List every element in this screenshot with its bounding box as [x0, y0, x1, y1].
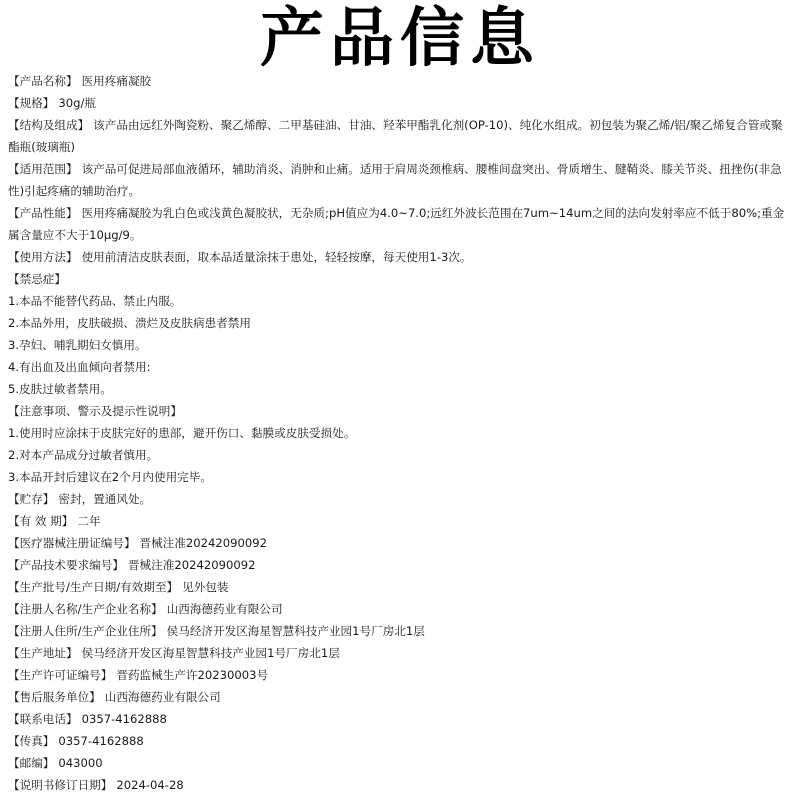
field-value: 该产品可促进局部血液循环，辅助消炎、消肿和止痛。适用于肩周炎颈椎病、腰椎间盘突出、骨质增生、腱鞘炎、膝关节炎、扭挫伤(非急性)引起疼痛的辅助治疗。 [8, 162, 782, 198]
field-key: 【邮编】 [8, 756, 55, 770]
field-after-sales [8, 686, 794, 708]
field-value: 晋械注准20242090092 [139, 536, 268, 550]
field-key: 【注册人名称/生产企业名称】 [8, 602, 163, 616]
field-key: 【产品技术要求编号】 [8, 558, 124, 572]
field-key: 【有 效 期】 [8, 514, 74, 528]
field-value: 该产品由远红外陶瓷粉、聚乙烯醇、二甲基硅油、甘油、羟苯甲酯乳化剂(OP-10)、纯化水组成。初包装为聚乙烯/铝/聚乙烯复合管或聚酯瓶(玻璃瓶) [8, 118, 783, 154]
field-validity [8, 510, 794, 532]
field-key: 【说明书修订日期】 [8, 778, 113, 792]
contraindication-item: 4.有出血及出血倾向者禁用: [8, 360, 151, 374]
field-value: 2024-04-28 [116, 778, 184, 792]
field-key: 【售后服务单位】 [8, 690, 101, 704]
caution-item: 3.本品开封后建议在2个月内使用完毕。 [8, 470, 212, 484]
field-scope [8, 158, 794, 202]
field-revision-date [8, 774, 794, 796]
field-value: 晋药监械生产许20230003号 [116, 668, 269, 682]
field-value: 侯马经济开发区海星智慧科技产业园1号厂房北1层 [81, 646, 340, 660]
field-usage [8, 246, 794, 268]
contraindication-item: 5.皮肤过敏者禁用。 [8, 382, 112, 396]
field-value: 密封，置通风处。 [58, 492, 152, 506]
field-key: 【医疗器械注册证编号】 [8, 536, 136, 550]
field-performance [8, 202, 794, 246]
field-production-address [8, 642, 794, 664]
field-value: 0357-4162888 [58, 734, 144, 748]
caution-item: 1.使用时应涂抹于皮肤完好的患部，避开伤口、黏膜或皮肤受损处。 [8, 426, 356, 440]
field-postcode [8, 752, 794, 774]
field-key: 【生产地址】 [8, 646, 78, 660]
caution-item: 2.对本产品成分过敏者慎用。 [8, 448, 159, 462]
field-value: 0357-4162888 [81, 712, 167, 726]
field-registrant-address [8, 620, 794, 642]
field-registration-no [8, 532, 794, 554]
field-value: 见外包装 [182, 580, 229, 594]
field-value: 二年 [77, 514, 101, 528]
field-key: 【传真】 [8, 734, 55, 748]
field-product-name [8, 70, 794, 92]
field-key: 【结构及组成】 [8, 118, 90, 132]
document-body [8, 70, 794, 796]
page-title: 产品信息 [260, 2, 540, 76]
field-value: 30g/瓶 [58, 96, 97, 110]
contraindication-item: 2.本品外用，皮肤破损、溃烂及皮肤病患者禁用 [8, 316, 251, 330]
field-value: 晋械注准20242090092 [127, 558, 256, 572]
field-value: 山西海德药业有限公司 [166, 602, 283, 616]
field-key: 【产品性能】 [8, 206, 78, 220]
field-key: 【规格】 [8, 96, 55, 110]
field-value: 使用前清洁皮肤表面，取本品适量涂抹于患处，轻轻按摩，每天使用1-3次。 [81, 250, 472, 264]
cautions-heading: 【注意事项、警示及提示性说明】 [8, 404, 182, 418]
field-key: 【联系电话】 [8, 712, 78, 726]
field-value: 侯马经济开发区海星智慧科技产业园1号厂房北1层 [166, 624, 425, 638]
field-key: 【生产批号/生产日期/有效期至】 [8, 580, 179, 594]
field-tech-req-no [8, 554, 794, 576]
field-value: 医用疼痛凝胶为乳白色或浅黄色凝胶状，无杂质;pH值应为4.0~7.0;远红外波长范围在7um~14um之间的法向发射率应不低于80%;重金属含量应不大于10μg/9。 [8, 206, 785, 242]
field-license-no [8, 664, 794, 686]
field-storage [8, 488, 794, 510]
contraindication-item: 3.孕妇、哺乳期妇女慎用。 [8, 338, 147, 352]
field-key: 【贮存】 [8, 492, 55, 506]
field-key: 【生产许可证编号】 [8, 668, 113, 682]
field-key: 【产品名称】 [8, 74, 78, 88]
field-key: 【注册人住所/生产企业住所】 [8, 624, 163, 638]
contraindications-heading: 【禁忌症】 [8, 272, 66, 286]
contraindication-item: 1.本品不能替代药品、禁止内服。 [8, 294, 182, 308]
field-value: 医用疼痛凝胶 [81, 74, 152, 88]
field-fax [8, 730, 794, 752]
field-key: 【适用范围】 [8, 162, 78, 176]
field-phone [8, 708, 794, 730]
field-value: 山西海德药业有限公司 [104, 690, 221, 704]
field-structure [8, 114, 794, 158]
field-spec [8, 92, 794, 114]
field-batch-dates [8, 576, 794, 598]
field-registrant-name [8, 598, 794, 620]
field-value: 043000 [58, 756, 103, 770]
field-key: 【使用方法】 [8, 250, 78, 264]
